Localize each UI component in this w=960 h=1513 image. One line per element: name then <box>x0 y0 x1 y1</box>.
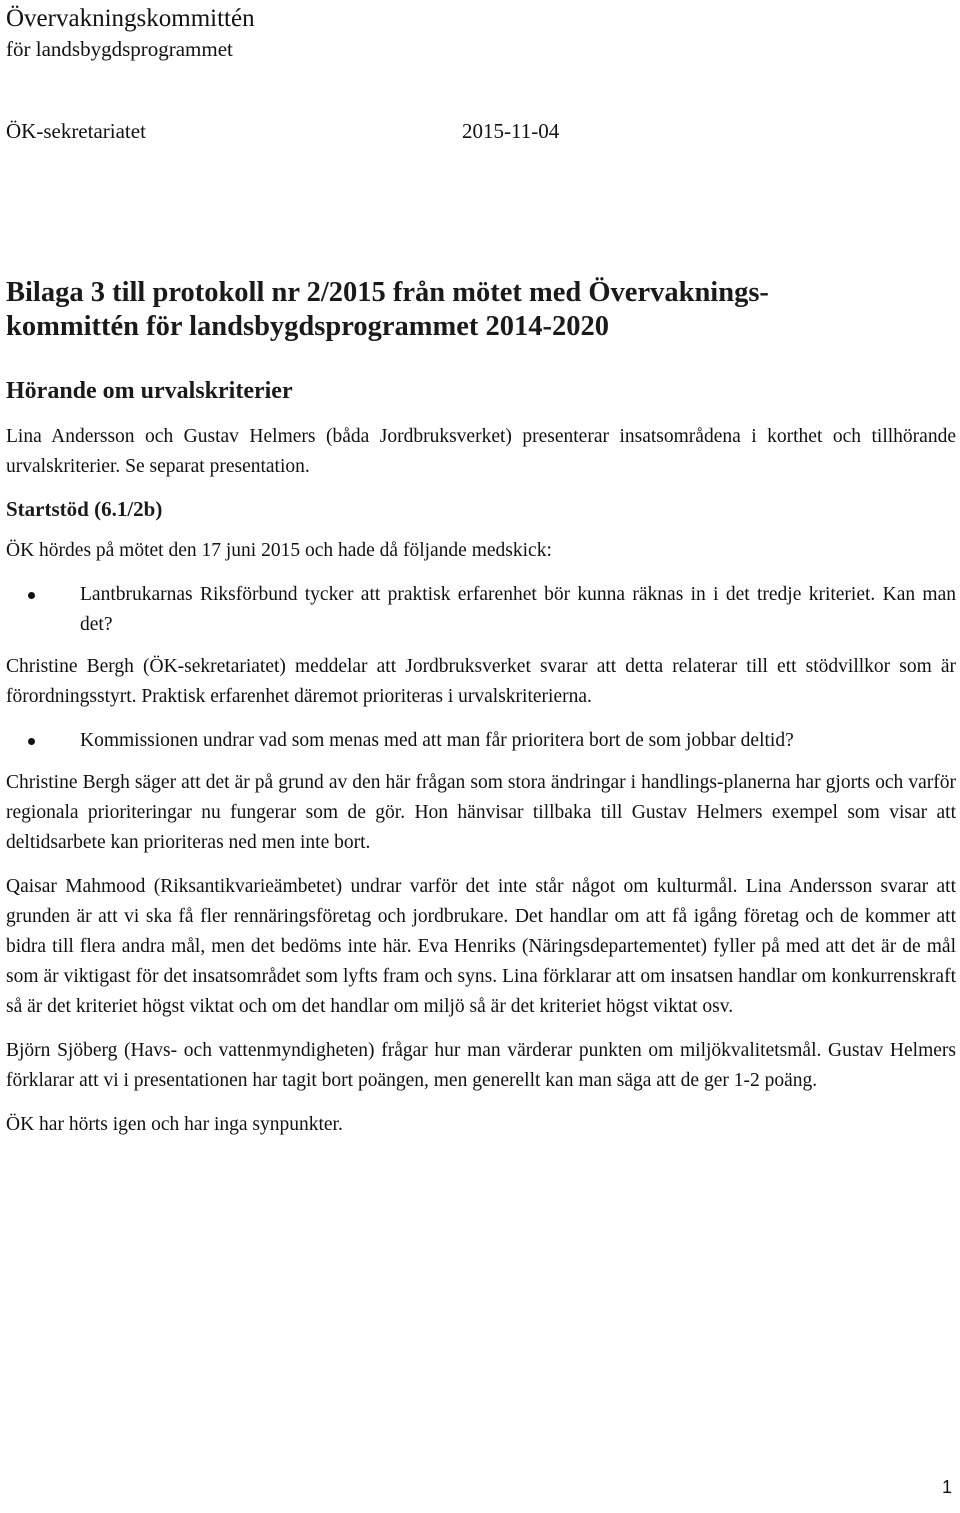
paragraph-discussion: Qaisar Mahmood (Riksantikvarieämbetet) undrar varför det inte står något om kulturmål. Lina Andersson svarar att grunden är att vi ska få fler rennäringsföretag och jordbrukare. Det handlar om att få igång företag och de kommer att bidra till flera andra mål, men det bedöms inte här. Eva Henriks (Näringsdepartementet) fyller på med att det är de mål som är viktigast för det insatsområdet som lyfts fram och syns. Lina förklarar att om insatsen handlar om konkurrenskraft så är det kriteriet högst viktat och om det handlar om miljö så är det kriteriet högst viktat osv. <box>6 876 956 1017</box>
document-title-line-1: Bilaga 3 till protokoll nr 2/2015 från mötet med Övervaknings- <box>6 277 769 308</box>
bullet-list-1 <box>6 580 956 640</box>
intro-paragraph: Lina Andersson och Gustav Helmers (båda Jordbruksverket) presenterar insatsområdena i korthet och tillhörande urvalskriterier. Se separat presentation. <box>6 426 956 477</box>
page-number: 1 <box>941 1477 952 1497</box>
paragraph-response-1: Christine Bergh (ÖK-sekretariatet) meddelar att Jordbruksverket svarar att detta relaterar till ett stödvillkor som är förordningsstyrt. Praktisk erfarenhet däremot prioriteras i urvalskriterierna. <box>6 656 956 707</box>
secretariat-label: ÖK-sekretariatet <box>6 119 146 143</box>
paragraph-environment-goals: Björn Sjöberg (Havs- och vattenmyndigheten) frågar hur man värderar punkten om miljökvalitetsmål. Gustav Helmers förklarar att vi i presentationen har tagit bort poängen, men generellt kan man säga att de ger 1-2 poäng. <box>6 1040 956 1091</box>
document-page <box>6 0 954 1513</box>
bullet-icon <box>28 738 35 745</box>
bullet-text: Kommissionen undrar vad som menas med att man får prioritera bort de som jobbar deltid? <box>80 730 794 751</box>
paragraph-conclusion: ÖK har hörts igen och har inga synpunkter. <box>6 1114 343 1135</box>
document-date: 2015-11-04 <box>462 119 560 143</box>
document-title <box>6 276 954 344</box>
section-heading: Hörande om urvalskriterier <box>6 378 293 404</box>
subsection-heading: Startstöd (6.1/2b) <box>6 497 163 521</box>
bullet-icon <box>28 592 35 599</box>
bullet-item <box>80 580 956 640</box>
organization-title: Övervakningskommittén <box>6 5 255 32</box>
bullet-list-2 <box>6 726 956 756</box>
organization-subtitle: för landsbygdsprogrammet <box>6 37 233 61</box>
bullet-item <box>80 726 956 756</box>
document-title-line-2: kommittén för landsbygdsprogrammet 2014-2020 <box>6 311 609 342</box>
document-body <box>6 422 956 1140</box>
lead-paragraph: ÖK hördes på mötet den 17 juni 2015 och hade då följande medskick: <box>6 540 552 561</box>
paragraph-response-2: Christine Bergh säger att det är på grund av den här frågan som stora ändringar i handlings-planerna har gjorts och varför regionala prioriteringar nu fungerar som de gör. Hon hänvisar tillbaka till Gustav Helmers exempel som visar att deltidsarbete kan prioriteras ned men inte bort. <box>6 772 956 853</box>
bullet-text: Lantbrukarnas Riksförbund tycker att praktisk erfarenhet bör kunna räknas in i det tredje kriteriet. Kan man det? <box>80 584 956 635</box>
